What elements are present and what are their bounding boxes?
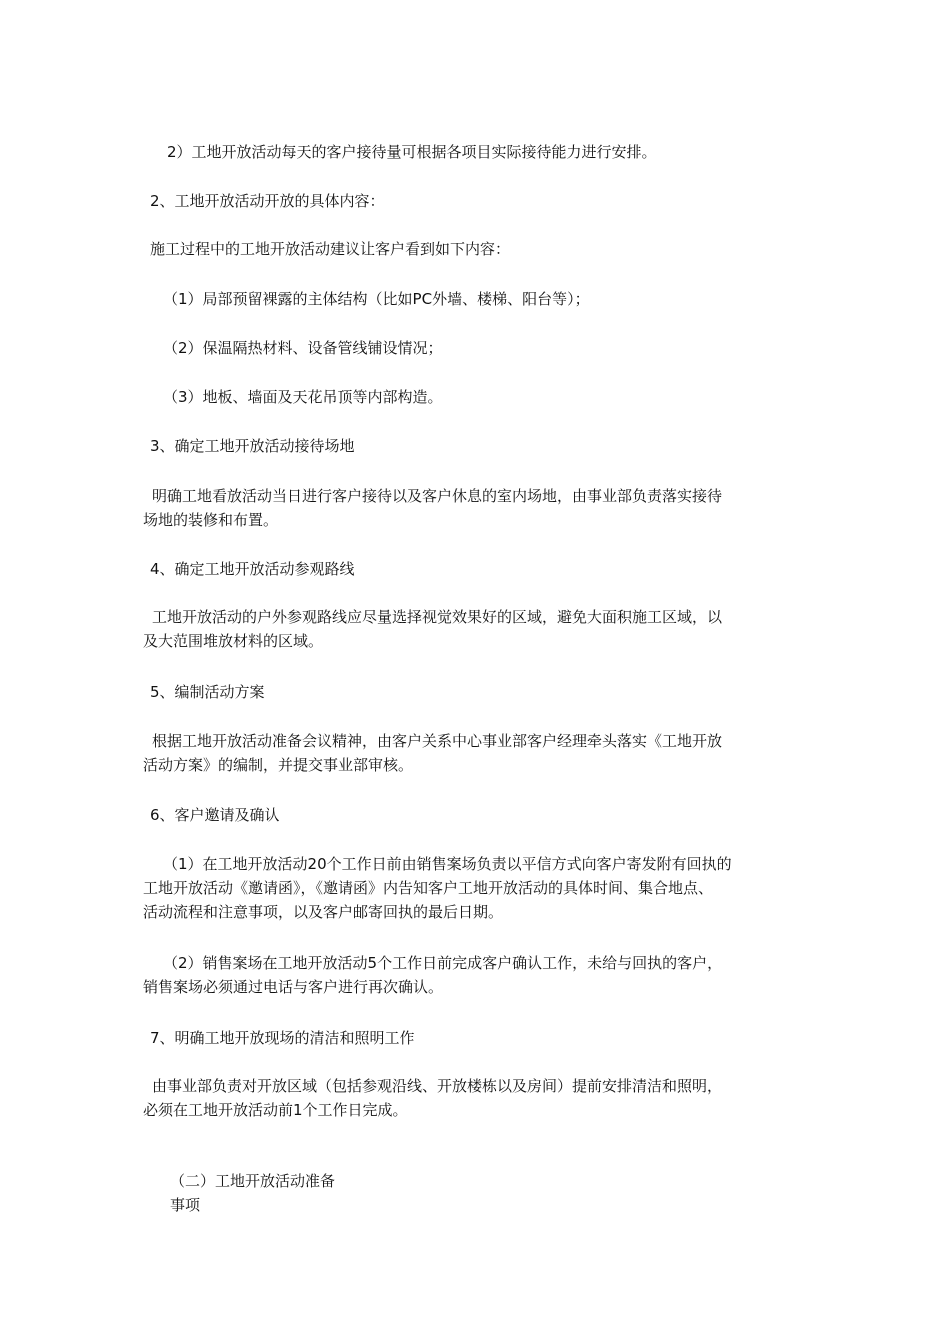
heading-cleaning-lighting: 7、明确工地开放现场的清洁和照明工作	[150, 1029, 415, 1047]
paragraph-line: 工地开放活动《邀请函》，《邀请函》内告知客户工地开放活动的具体时间、集合地点、	[143, 879, 714, 897]
list-item-interior: （3）地板、墙面及天花吊顶等内部构造。	[163, 388, 443, 406]
heading-visit-route: 4、确定工地开放活动参观路线	[150, 560, 355, 578]
paragraph-line: 场地的装修和布置。	[143, 511, 279, 529]
paragraph-line: 根据工地开放活动准备会议精神，由客户关系中心事业部客户经理牵头落实《工地开放	[152, 732, 723, 750]
section-heading-line: （二）工地开放活动准备	[170, 1172, 336, 1190]
paragraph-line: 由事业部负责对开放区域（包括参观沿线、开放楼栋以及房间）提前安排清洁和照明，	[152, 1077, 723, 1095]
paragraph-cleaning-lighting	[143, 1074, 722, 1122]
paragraph-line: 明确工地看放活动当日进行客户接待以及客户休息的室内场地，由事业部负责落实接待	[152, 487, 723, 505]
paragraph-line: 销售案场必须通过电话与客户进行再次确认。	[143, 978, 444, 996]
paragraph-reception-venue	[143, 484, 722, 532]
paragraph-line: 工地开放活动的户外参观路线应尽量选择视觉效果好的区域，避免大面积施工区域，以	[152, 608, 723, 626]
paragraph-line: 及大范围堆放材料的区域。	[143, 632, 324, 650]
paragraph-line: （2）销售案场在工地开放活动5个工作日前完成客户确认工作，未给与回执的客户，	[163, 954, 723, 972]
paragraph-visit-route	[143, 605, 722, 653]
paragraph-content-intro: 施工过程中的工地开放活动建议让客户看到如下内容：	[150, 240, 511, 258]
section-heading-preparation	[170, 1169, 335, 1217]
paragraph-line: （1）在工地开放活动20个工作日前由销售案场负责以平信方式向客户寄发附有回执的	[163, 855, 732, 873]
list-item-structure: （1）局部预留裸露的主体结构（比如PC外墙、楼梯、阳台等）；	[163, 290, 590, 308]
paragraph-line: 活动方案》的编制，并提交事业部审核。	[143, 756, 414, 774]
list-item-insulation: （2）保温隔热材料、设备管线铺设情况；	[163, 339, 443, 357]
heading-invitation: 6、客户邀请及确认	[150, 806, 280, 824]
paragraph-invitation-1	[143, 852, 732, 924]
paragraph-reception-capacity: 2）工地开放活动每天的客户接待量可根据各项目实际接待能力进行安排。	[167, 143, 657, 161]
section-heading-line: 事项	[170, 1196, 201, 1214]
paragraph-line: 必须在工地开放活动前1个工作日完成。	[143, 1101, 408, 1119]
heading-activity-plan: 5、编制活动方案	[150, 683, 265, 701]
heading-reception-venue: 3、确定工地开放活动接待场地	[150, 437, 355, 455]
paragraph-activity-plan	[143, 729, 722, 777]
paragraph-invitation-2	[143, 951, 722, 999]
paragraph-line: 活动流程和注意事项，以及客户邮寄回执的最后日期。	[143, 903, 504, 921]
heading-open-content: 2、工地开放活动开放的具体内容：	[150, 192, 385, 210]
